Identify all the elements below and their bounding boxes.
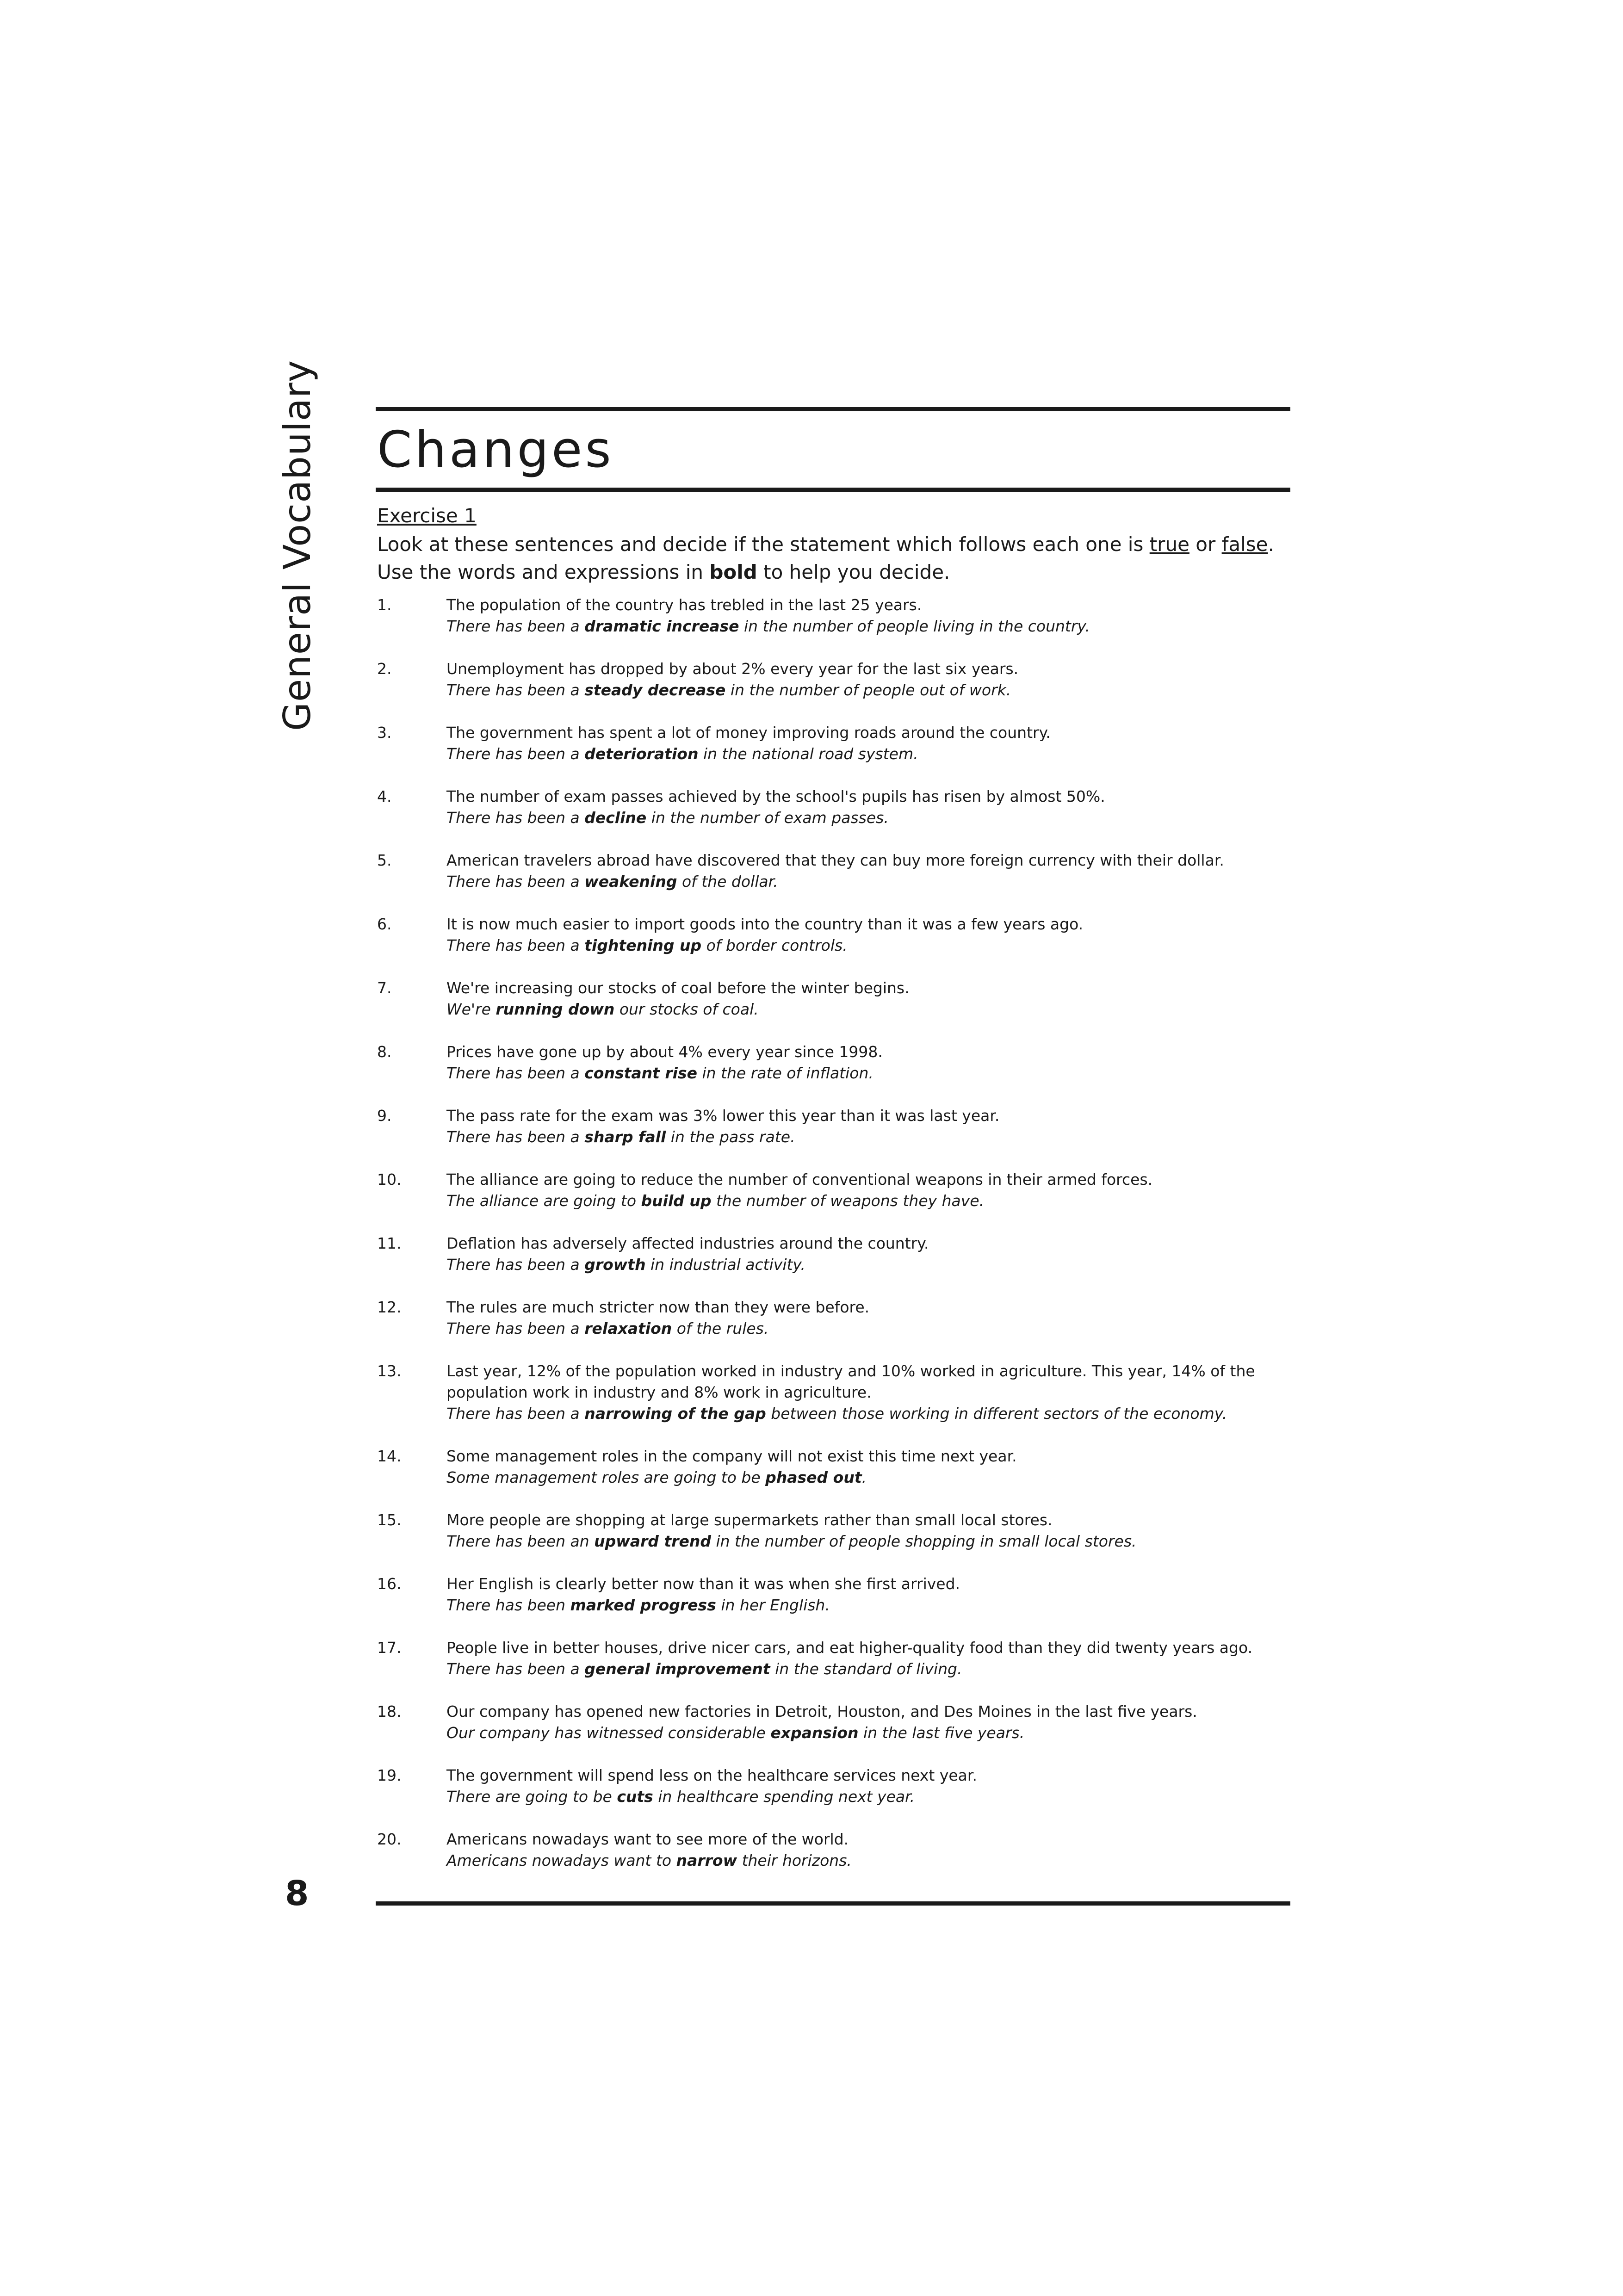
statement-text: in her English. [716,1596,830,1614]
statement-text: between those working in different sectors of the economy. [766,1405,1227,1423]
list-item [377,1829,1291,1871]
item-body [446,1829,1291,1871]
key-expression: constant rise [584,1064,698,1082]
instructions-text: . Use the words and expressions in [377,533,1274,583]
item-sentence: People live in better houses, drive nicer cars, and eat higher-quality food than they did twenty years ago. [446,1639,1253,1657]
key-expression: narrow [676,1851,737,1869]
title-rule [376,488,1290,492]
item-body [446,978,1291,1020]
item-statement [446,616,1291,637]
item-statement [446,1850,1291,1871]
list-item [377,1510,1291,1552]
statement-text: There has been a [446,1319,585,1337]
item-number: 1. [377,596,392,614]
item-body [446,1446,1291,1488]
true-word: true [1149,533,1189,556]
bottom-rule [376,1901,1290,1906]
item-statement [446,1659,1291,1680]
key-expression: weakening [584,873,677,891]
key-expression: decline [584,809,647,827]
list-item [377,1637,1291,1680]
key-expression: expansion [770,1724,859,1742]
top-rule [376,407,1290,411]
item-body [446,914,1291,956]
item-number: 8. [377,1043,392,1061]
item-sentence: The alliance are going to reduce the number of conventional weapons in their armed forces. [446,1170,1153,1188]
item-sentence: The government will spend less on the healthcare services next year. [446,1766,977,1784]
key-expression: cuts [617,1788,653,1806]
statement-text: We're [446,1000,496,1018]
page-title: Changes [377,421,614,479]
item-statement [446,1467,1291,1488]
item-body [446,722,1291,765]
item-sentence: It is now much easier to import goods into the country than it was a few years ago. [446,915,1084,933]
item-body [446,786,1291,829]
statement-text: in the last five years. [858,1724,1025,1742]
statement-text: Americans nowadays want to [446,1851,676,1869]
item-statement [446,1722,1291,1744]
statement-text: of border controls. [701,936,848,954]
key-expression: phased out [765,1468,862,1486]
key-expression: growth [584,1256,646,1274]
item-body [446,1105,1291,1148]
item-number: 19. [377,1766,402,1784]
statement-text: of the dollar. [677,873,778,891]
item-statement [446,935,1291,956]
statement-text: There has been a [446,1064,585,1082]
key-expression: deterioration [584,745,699,763]
statement-text: There has been a [446,1405,585,1423]
statement-text: in the number of people out of work. [725,681,1011,699]
item-number: 7. [377,979,392,997]
item-number: 15. [377,1511,402,1529]
item-statement [446,1254,1291,1275]
item-statement [446,1595,1291,1616]
statement-text: There are going to be [446,1788,617,1806]
item-statement [446,1190,1291,1212]
statement-text: in healthcare spending next year. [653,1788,915,1806]
item-body [446,594,1291,637]
item-body [446,1637,1291,1680]
list-item [377,1105,1291,1148]
item-sentence: The government has spent a lot of money improving roads around the country. [446,724,1051,742]
key-expression: relaxation [584,1319,672,1337]
side-section-title: General Vocabulary [276,359,319,731]
item-number: 9. [377,1107,392,1125]
key-expression: general improvement [584,1660,770,1678]
item-body [446,1510,1291,1552]
item-sentence: Prices have gone up by about 4% every year since 1998. [446,1043,883,1061]
item-statement [446,1531,1291,1552]
item-sentence: Deflation has adversely affected industries around the country. [446,1234,929,1252]
item-body [446,1297,1291,1339]
instructions-text: to help you decide. [757,561,950,583]
key-expression: build up [641,1192,712,1210]
item-sentence: The population of the country has trebled in the last 25 years. [446,596,922,614]
statement-text: There has been a [446,809,585,827]
statement-text: There has been a [446,681,585,699]
item-number: 13. [377,1362,402,1380]
statement-text: There has been a [446,617,585,635]
statement-text: There has been a [446,1660,585,1678]
list-item [377,1361,1291,1424]
statement-text: in industrial activity. [645,1256,805,1274]
item-sentence: We're increasing our stocks of coal before the winter begins. [446,979,910,997]
bold-word: bold [709,561,757,583]
key-expression: upward trend [594,1532,711,1550]
statement-text: in the number of people shopping in small local stores. [711,1532,1137,1550]
item-body [446,1765,1291,1807]
list-item [377,594,1291,637]
item-number: 3. [377,724,392,742]
item-statement [446,1126,1291,1148]
statement-text: There has been [446,1596,570,1614]
statement-text: There has been a [446,1256,585,1274]
statement-text: There has been a [446,936,585,954]
item-body [446,658,1291,701]
item-body [446,1361,1291,1424]
list-item [377,722,1291,765]
statement-text: . [861,1468,867,1486]
false-word: false [1221,533,1268,556]
exercise-label: Exercise 1 [377,504,477,527]
list-item [377,978,1291,1020]
item-body [446,1169,1291,1212]
statement-text: in the national road system. [698,745,918,763]
statement-text: Our company has witnessed considerable [446,1724,771,1742]
item-statement [446,743,1291,765]
list-item [377,914,1291,956]
item-number: 10. [377,1170,402,1188]
statement-text: Some management roles are going to be [446,1468,766,1486]
item-number: 6. [377,915,392,933]
list-item [377,1446,1291,1488]
key-expression: sharp fall [584,1128,666,1146]
statement-text: their horizons. [737,1851,852,1869]
item-statement [446,999,1291,1020]
item-body [446,1701,1291,1744]
item-statement [446,1403,1291,1424]
key-expression: tightening up [584,936,702,954]
list-item [377,1297,1291,1339]
statement-text: There has been a [446,1128,585,1146]
instructions-text: or [1189,533,1222,556]
list-item [377,658,1291,701]
item-statement [446,1318,1291,1339]
item-sentence: Americans nowadays want to see more of the world. [446,1830,849,1848]
item-sentence: Our company has opened new factories in Detroit, Houston, and Des Moines in the last five years. [446,1702,1197,1720]
list-item [377,1765,1291,1807]
list-item [377,1233,1291,1275]
list-item [377,850,1291,892]
statement-text: There has been a [446,745,585,763]
item-number: 5. [377,851,392,869]
list-item [377,1701,1291,1744]
item-sentence: Unemployment has dropped by about 2% every year for the last six years. [446,660,1019,678]
item-sentence: Her English is clearly better now than it was when she first arrived. [446,1575,960,1593]
item-number: 16. [377,1575,402,1593]
item-number: 12. [377,1298,402,1316]
exercise-items [377,594,1291,1893]
key-expression: narrowing of the gap [584,1405,766,1423]
statement-text: in the standard of living. [770,1660,962,1678]
item-sentence: The rules are much stricter now than they were before. [446,1298,870,1316]
statement-text: There has been an [446,1532,595,1550]
statement-text: in the rate of inflation. [697,1064,873,1082]
item-number: 14. [377,1447,402,1465]
item-sentence: Some management roles in the company will not exist this time next year. [446,1447,1017,1465]
item-number: 2. [377,660,392,678]
page-number: 8 [285,1874,309,1913]
item-number: 11. [377,1234,402,1252]
item-statement [446,807,1291,829]
item-sentence: The number of exam passes achieved by the school's pupils has risen by almost 50%. [446,787,1105,805]
key-expression: steady decrease [584,681,726,699]
key-expression: marked progress [570,1596,716,1614]
statement-text: There has been a [446,873,585,891]
item-statement [446,680,1291,701]
list-item [377,1041,1291,1084]
item-sentence: Last year, 12% of the population worked in industry and 10% worked in agriculture. This year, 14% of the population work in industry and 8% work in agriculture. [446,1362,1255,1401]
item-number: 4. [377,787,392,805]
instructions-text: Look at these sentences and decide if the statement which follows each one is [377,533,1150,556]
item-body [446,850,1291,892]
item-statement [446,871,1291,892]
item-statement [446,1063,1291,1084]
item-number: 17. [377,1639,402,1657]
list-item [377,1573,1291,1616]
key-expression: dramatic increase [584,617,739,635]
item-body [446,1041,1291,1084]
statement-text: the number of weapons they have. [711,1192,985,1210]
statement-text: in the number of exam passes. [646,809,889,827]
statement-text: The alliance are going to [446,1192,641,1210]
item-number: 18. [377,1702,402,1720]
statement-text: of the rules. [672,1319,769,1337]
item-statement [446,1786,1291,1807]
item-number: 20. [377,1830,402,1848]
item-sentence: More people are shopping at large supermarkets rather than small local stores. [446,1511,1053,1529]
item-body [446,1233,1291,1275]
item-sentence: American travelers abroad have discovered that they can buy more foreign currency with their dollar. [446,851,1224,869]
instructions [377,531,1291,586]
key-expression: running down [496,1000,615,1018]
list-item [377,1169,1291,1212]
statement-text: in the number of people living in the country. [739,617,1090,635]
item-sentence: The pass rate for the exam was 3% lower this year than it was last year. [446,1107,1000,1125]
list-item [377,786,1291,829]
statement-text: in the pass rate. [666,1128,795,1146]
item-body [446,1573,1291,1616]
statement-text: our stocks of coal. [614,1000,759,1018]
